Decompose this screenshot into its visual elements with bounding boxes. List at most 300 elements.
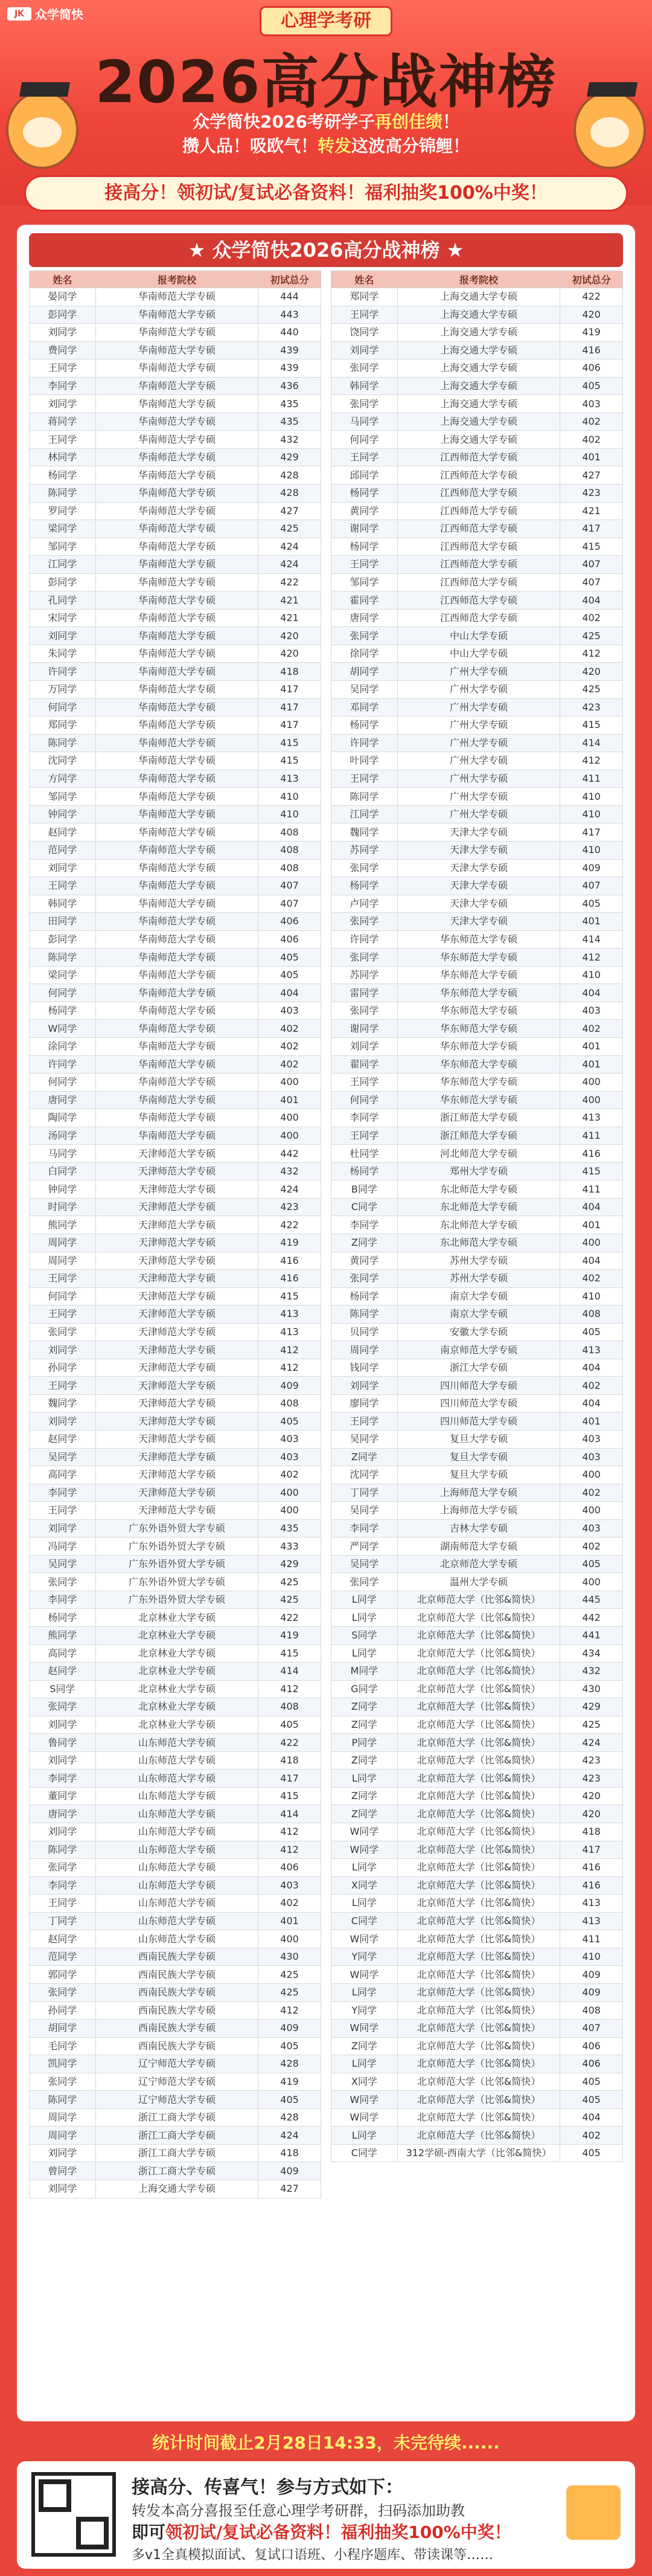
- cell-school: 上海交通大学专硕: [397, 431, 560, 449]
- cell-score: 400: [258, 1074, 321, 1092]
- cell-name: Z同学: [331, 2037, 398, 2055]
- table-row: [30, 2144, 321, 2162]
- cell-name: 王同学: [30, 1502, 96, 1520]
- table-row: [30, 2162, 321, 2180]
- cell-school: 天津师范大学专硕: [95, 1377, 258, 1395]
- cell-score: 427: [258, 502, 321, 520]
- cell-school: 辽宁师范大学专硕: [95, 2091, 258, 2109]
- cell-score: 412: [258, 2001, 321, 2020]
- cell-name: C同学: [331, 1198, 398, 1216]
- table-row: [30, 1216, 321, 1234]
- cell-name: 陈同学: [30, 948, 96, 967]
- cell-name: 翟同学: [331, 1055, 398, 1074]
- col-header-name: 姓名: [331, 271, 398, 288]
- cell-name: 杨同学: [331, 716, 398, 735]
- table-row: [331, 573, 623, 591]
- table-row: [30, 1074, 321, 1092]
- cell-name: 钟同学: [30, 1180, 96, 1199]
- cell-score: 407: [258, 895, 321, 913]
- cell-name: L同学: [331, 2055, 398, 2073]
- cell-school: 山东师范大学专硕: [95, 1930, 258, 1948]
- cell-score: 406: [560, 359, 623, 378]
- cell-name: 严同学: [331, 1538, 398, 1556]
- cell-score: 423: [560, 485, 623, 503]
- table-row: [331, 1823, 623, 1841]
- cell-name: L同学: [331, 1983, 398, 2001]
- cell-school: 广州大学专硕: [397, 716, 560, 735]
- cell-score: 401: [258, 1912, 321, 1930]
- cell-name: 饶同学: [331, 324, 398, 342]
- cell-name: 江同学: [30, 556, 96, 574]
- cell-name: 王同学: [30, 1270, 96, 1288]
- cell-score: 422: [560, 288, 623, 306]
- table-row: [30, 1948, 321, 1966]
- cell-score: 440: [258, 324, 321, 342]
- table-row: [30, 1431, 321, 1449]
- cell-school: 天津大学专硕: [397, 859, 560, 877]
- cell-name: S同学: [30, 1680, 96, 1698]
- cell-name: C同学: [331, 1912, 398, 1930]
- cell-school: 北京林业大学专硕: [95, 1644, 258, 1663]
- cell-score: 405: [560, 2073, 623, 2091]
- cell-school: 中山大学专硕: [397, 627, 560, 645]
- table-row: [30, 930, 321, 948]
- cell-score: 414: [560, 930, 623, 948]
- table-row: [30, 1930, 321, 1948]
- cell-name: 唐同学: [30, 1805, 96, 1823]
- cell-score: 412: [560, 948, 623, 967]
- table-row: [331, 752, 623, 770]
- cell-score: 412: [258, 1823, 321, 1841]
- cell-school: 北京林业大学专硕: [95, 1663, 258, 1681]
- cell-name: 何同学: [331, 431, 398, 449]
- cell-score: 424: [258, 538, 321, 556]
- table-row: [331, 485, 623, 503]
- cell-school: 江西师范大学专硕: [397, 573, 560, 591]
- table-row: [30, 1912, 321, 1930]
- table-row: [331, 1734, 623, 1752]
- table-row: [331, 859, 623, 877]
- cell-name: 叶同学: [331, 752, 398, 770]
- cell-name: 方同学: [30, 770, 96, 788]
- table-row: [30, 1859, 321, 1877]
- cell-name: 黄同学: [331, 1252, 398, 1270]
- cell-score: 408: [258, 1394, 321, 1412]
- cell-name: 张同学: [30, 1573, 96, 1591]
- subtitle-line2: 攒人品！吸欧气！转发这波高分锦鲤！: [182, 136, 470, 156]
- table-row: [30, 1359, 321, 1377]
- table-row: [30, 485, 321, 503]
- cell-score: 413: [560, 1912, 623, 1930]
- cell-name: 涂同学: [30, 1037, 96, 1055]
- cell-school: 华东师范大学专硕: [397, 930, 560, 948]
- cell-school: 天津师范大学专硕: [95, 1502, 258, 1520]
- cell-score: 400: [258, 1484, 321, 1502]
- cell-school: 西南民族大学专硕: [95, 2001, 258, 2020]
- table-row: [331, 716, 623, 735]
- table-row: [30, 1341, 321, 1359]
- cell-school: 上海交通大学专硕: [95, 2180, 258, 2198]
- cell-name: 刘同学: [30, 324, 96, 342]
- cell-score: 419: [258, 1234, 321, 1252]
- cell-score: 411: [560, 1127, 623, 1145]
- cell-school: 北京师范大学（比邻&简快）: [397, 1859, 560, 1877]
- table-row: [30, 1627, 321, 1645]
- cell-score: 429: [258, 448, 321, 466]
- cell-school: 天津师范大学专硕: [95, 1252, 258, 1270]
- cell-school: 江西师范大学专硕: [397, 448, 560, 466]
- table-row: [30, 841, 321, 859]
- cell-school: 山东师范大学专硕: [95, 1895, 258, 1913]
- cell-score: 405: [560, 895, 623, 913]
- cell-score: 444: [258, 288, 321, 306]
- cell-name: 沈同学: [331, 1466, 398, 1484]
- cell-school: 辽宁师范大学专硕: [95, 2055, 258, 2073]
- cell-score: 410: [560, 1948, 623, 1966]
- col-header-school: 报考院校: [95, 271, 258, 288]
- cell-score: 418: [258, 1751, 321, 1769]
- cell-score: 405: [560, 2144, 623, 2162]
- table-row: [331, 1769, 623, 1788]
- cell-school: 华南师范大学专硕: [95, 823, 258, 842]
- cell-name: 吴同学: [331, 1502, 398, 1520]
- cell-school: 华南师范大学专硕: [95, 841, 258, 859]
- table-row: [331, 1145, 623, 1163]
- cell-school: 广州大学专硕: [397, 788, 560, 806]
- cell-school: 华东师范大学专硕: [397, 1055, 560, 1074]
- table-row: [30, 681, 321, 699]
- cell-school: 华南师范大学专硕: [95, 770, 258, 788]
- table-row: [331, 359, 623, 378]
- cell-school: 北京师范大学（比邻&简快）: [397, 1983, 560, 2001]
- cell-school: 江西师范大学专硕: [397, 609, 560, 627]
- table-row: [331, 823, 623, 842]
- cell-school: 河北师范大学专硕: [397, 1145, 560, 1163]
- table-row: [331, 1751, 623, 1769]
- table-row: [331, 520, 623, 538]
- table-row: [331, 1412, 623, 1431]
- cell-school: 北京师范大学（比邻&简快）: [397, 1876, 560, 1895]
- cell-score: 418: [258, 663, 321, 681]
- cell-name: 李同学: [30, 1876, 96, 1895]
- cell-name: 陶同学: [30, 1109, 96, 1127]
- cell-school: 天津师范大学专硕: [95, 1359, 258, 1377]
- cell-name: Y同学: [331, 2001, 398, 2020]
- cell-score: 424: [560, 1734, 623, 1752]
- cell-name: 雷同学: [331, 984, 398, 1002]
- cell-school: 华南师范大学专硕: [95, 734, 258, 752]
- table-row: [331, 466, 623, 485]
- table-row: [331, 841, 623, 859]
- cell-name: 杨同学: [331, 485, 398, 503]
- table-row: [331, 1198, 623, 1216]
- cell-name: 王同学: [30, 1377, 96, 1395]
- cell-school: 东北师范大学专硕: [397, 1198, 560, 1216]
- table-row: [30, 859, 321, 877]
- cell-school: 郑州大学专硕: [397, 1162, 560, 1180]
- cell-name: 张同学: [331, 1270, 398, 1288]
- cell-school: 华南师范大学专硕: [95, 431, 258, 449]
- table-row: [30, 377, 321, 395]
- cell-school: 华东师范大学专硕: [397, 966, 560, 984]
- cell-name: 邹同学: [331, 573, 398, 591]
- table-row: [331, 1895, 623, 1913]
- cell-school: 广州大学专硕: [397, 734, 560, 752]
- cell-name: 刘同学: [30, 1412, 96, 1431]
- cell-score: 411: [560, 1930, 623, 1948]
- cell-name: 徐同学: [331, 645, 398, 663]
- cell-name: L同学: [331, 1895, 398, 1913]
- cell-school: 山东师范大学专硕: [95, 1805, 258, 1823]
- table-row: [30, 1252, 321, 1270]
- table-row: [30, 1394, 321, 1412]
- cell-score: 432: [560, 1663, 623, 1681]
- cell-name: 张同学: [30, 2073, 96, 2091]
- cell-name: 杨同学: [331, 1162, 398, 1180]
- cell-school: 华南师范大学专硕: [95, 1074, 258, 1092]
- table-row: [331, 1020, 623, 1038]
- cell-score: 400: [258, 1109, 321, 1127]
- cell-name: L同学: [331, 1769, 398, 1788]
- cell-school: 苏州大学专硕: [397, 1270, 560, 1288]
- cell-school: 广州大学专硕: [397, 805, 560, 823]
- table-row: [30, 2127, 321, 2145]
- cell-school: 北京师范大学（比邻&简快）: [397, 1627, 560, 1645]
- cell-name: 刘同学: [30, 1716, 96, 1734]
- cell-name: 高同学: [30, 1466, 96, 1484]
- cell-name: 梁同学: [30, 520, 96, 538]
- cell-name: 刘同学: [30, 859, 96, 877]
- table-row: [30, 2055, 321, 2073]
- cell-name: W同学: [30, 1020, 96, 1038]
- cell-name: 卢同学: [331, 895, 398, 913]
- cell-score: 413: [560, 1895, 623, 1913]
- cell-name: 何同学: [30, 698, 96, 716]
- cell-name: 李同学: [30, 1769, 96, 1788]
- cell-score: 409: [560, 1966, 623, 1984]
- cell-score: 400: [560, 1074, 623, 1092]
- cell-score: 405: [258, 1716, 321, 1734]
- cell-school: 广州大学专硕: [397, 681, 560, 699]
- cell-name: 苏同学: [331, 841, 398, 859]
- cell-name: 陈同学: [30, 485, 96, 503]
- subject-tag: 心理学考研: [260, 6, 392, 36]
- cell-name: 许同学: [331, 734, 398, 752]
- table-row: [30, 913, 321, 931]
- cell-score: 412: [560, 645, 623, 663]
- cell-name: Z同学: [331, 1234, 398, 1252]
- cell-name: 林同学: [30, 448, 96, 466]
- cell-name: 张同学: [331, 913, 398, 931]
- cell-name: 马同学: [30, 1145, 96, 1163]
- cell-school: 华南师范大学专硕: [95, 681, 258, 699]
- cell-school: 华南师范大学专硕: [95, 324, 258, 342]
- cell-school: 西南民族大学专硕: [95, 1983, 258, 2001]
- cell-name: 刘同学: [30, 1341, 96, 1359]
- cell-name: 魏同学: [331, 823, 398, 842]
- table-row: [331, 288, 623, 306]
- cell-score: 439: [258, 341, 321, 359]
- table-row: [30, 288, 321, 306]
- cell-score: 435: [258, 413, 321, 431]
- cell-school: 北京师范大学（比邻&简快）: [397, 1823, 560, 1841]
- table-row: [331, 1394, 623, 1412]
- cell-name: Z同学: [331, 1805, 398, 1823]
- table-row: [30, 573, 321, 591]
- table-row: [331, 1216, 623, 1234]
- cell-school: 山东师范大学专硕: [95, 1841, 258, 1859]
- cell-school: 北京林业大学专硕: [95, 1609, 258, 1627]
- cell-name: 汤同学: [30, 1127, 96, 1145]
- cell-score: 417: [258, 698, 321, 716]
- cell-score: 423: [258, 1198, 321, 1216]
- table-row: [331, 966, 623, 984]
- cell-score: 435: [258, 1519, 321, 1538]
- cell-name: 刘同学: [30, 2180, 96, 2198]
- cell-name: 王同学: [331, 306, 398, 324]
- table-row: [331, 1680, 623, 1698]
- cell-name: 梁同学: [30, 966, 96, 984]
- table-row: [331, 377, 623, 395]
- cell-score: 401: [258, 1091, 321, 1109]
- cell-score: 408: [258, 859, 321, 877]
- table-row: [331, 698, 623, 716]
- table-row: [30, 1287, 321, 1306]
- cell-score: 403: [560, 1431, 623, 1449]
- footer-reward: 即可领初试/复试必备资料！福利抽奖100%中奖！: [132, 2522, 511, 2542]
- cell-name: 张同学: [331, 359, 398, 378]
- cell-score: 404: [560, 1252, 623, 1270]
- table-row: [331, 2091, 623, 2109]
- cell-name: 刘同学: [331, 1037, 398, 1055]
- cell-school: 江西师范大学专硕: [397, 556, 560, 574]
- table-row: [331, 913, 623, 931]
- ranking-table-right: [331, 271, 623, 2162]
- cell-name: 吴同学: [30, 1448, 96, 1466]
- table-row: [30, 2091, 321, 2109]
- table-row: [331, 645, 623, 663]
- cell-name: 王同学: [331, 770, 398, 788]
- cell-name: 陈同学: [30, 1841, 96, 1859]
- cell-school: 华南师范大学专硕: [95, 913, 258, 931]
- table-row: [30, 538, 321, 556]
- cell-score: 406: [258, 1859, 321, 1877]
- cell-name: 陈同学: [331, 1306, 398, 1324]
- table-row: [30, 431, 321, 449]
- table-row: [30, 2020, 321, 2038]
- cell-score: 404: [258, 984, 321, 1002]
- cell-score: 430: [258, 1948, 321, 1966]
- table-row: [331, 1859, 623, 1877]
- cell-score: 402: [560, 1538, 623, 1556]
- table-row: [30, 1895, 321, 1913]
- cell-name: 杨同学: [331, 877, 398, 895]
- table-row: [30, 1609, 321, 1627]
- cell-name: S同学: [331, 1627, 398, 1645]
- cell-score: 402: [560, 1270, 623, 1288]
- table-row: [331, 1538, 623, 1556]
- cell-name: 董同学: [30, 1787, 96, 1805]
- brand-logo: [7, 5, 83, 22]
- cell-score: 400: [560, 1091, 623, 1109]
- table-row: [331, 877, 623, 895]
- cell-school: 复旦大学专硕: [397, 1466, 560, 1484]
- cell-score: 422: [258, 573, 321, 591]
- cell-score: 417: [560, 823, 623, 842]
- cell-name: 江同学: [331, 805, 398, 823]
- table-row: [30, 556, 321, 574]
- table-row: [331, 1484, 623, 1502]
- cell-school: 广东外语外贸大学专硕: [95, 1538, 258, 1556]
- cell-school: 广州大学专硕: [397, 770, 560, 788]
- table-row: [30, 1841, 321, 1859]
- cell-name: L同学: [331, 1859, 398, 1877]
- cell-name: 张同学: [30, 1323, 96, 1341]
- cell-name: C同学: [331, 2144, 398, 2162]
- table-row: [331, 1341, 623, 1359]
- cell-score: 415: [258, 1787, 321, 1805]
- cell-name: 韩同学: [30, 895, 96, 913]
- cell-name: 唐同学: [331, 609, 398, 627]
- cell-name: 陈同学: [331, 788, 398, 806]
- cell-school: 华南师范大学专硕: [95, 413, 258, 431]
- cell-score: 417: [258, 1769, 321, 1788]
- table-row: [30, 1663, 321, 1681]
- qr-code-icon[interactable]: [31, 2472, 116, 2557]
- cell-score: 406: [560, 2037, 623, 2055]
- cell-name: 孙同学: [30, 2001, 96, 2020]
- cell-name: 刘同学: [30, 1519, 96, 1538]
- table-row: [30, 1162, 321, 1180]
- table-row: [331, 1287, 623, 1306]
- cell-score: 410: [560, 788, 623, 806]
- cell-name: 赵同学: [30, 1930, 96, 1948]
- cell-name: 刘同学: [30, 395, 96, 413]
- cell-score: 410: [560, 1287, 623, 1306]
- cell-school: 华南师范大学专硕: [95, 645, 258, 663]
- table-row: [30, 2180, 321, 2198]
- cell-school: 江西师范大学专硕: [397, 591, 560, 610]
- table-row: [331, 2055, 623, 2073]
- table-row: [30, 948, 321, 967]
- table-row: [331, 1091, 623, 1109]
- cell-name: 刘同学: [30, 627, 96, 645]
- cell-score: 418: [560, 1823, 623, 1841]
- table-row: [30, 341, 321, 359]
- cell-school: 山东师范大学专硕: [95, 1734, 258, 1752]
- table-row: [30, 395, 321, 413]
- table-row: [331, 395, 623, 413]
- cell-school: 北京师范大学（比邻&简快）: [397, 2020, 560, 2038]
- table-row: [30, 609, 321, 627]
- cell-name: 韩同学: [331, 377, 398, 395]
- table-row: [30, 1769, 321, 1788]
- cell-school: 北京师范大学（比邻&简快）: [397, 1769, 560, 1788]
- cell-school: 北京师范大学（比邻&简快）: [397, 1663, 560, 1681]
- cell-name: 赵同学: [30, 1431, 96, 1449]
- cell-school: 山东师范大学专硕: [95, 1859, 258, 1877]
- cell-school: 华南师范大学专硕: [95, 805, 258, 823]
- cell-school: 华南师范大学专硕: [95, 609, 258, 627]
- cell-name: 王同学: [30, 877, 96, 895]
- cell-school: 四川师范大学专硕: [397, 1394, 560, 1412]
- table-row: [30, 1323, 321, 1341]
- cell-name: 晏同学: [30, 288, 96, 306]
- table-row: [331, 2127, 623, 2145]
- cell-school: 华南师范大学专硕: [95, 930, 258, 948]
- cell-school: 北京师范大学（比邻&简快）: [397, 2108, 560, 2127]
- cell-score: 443: [258, 306, 321, 324]
